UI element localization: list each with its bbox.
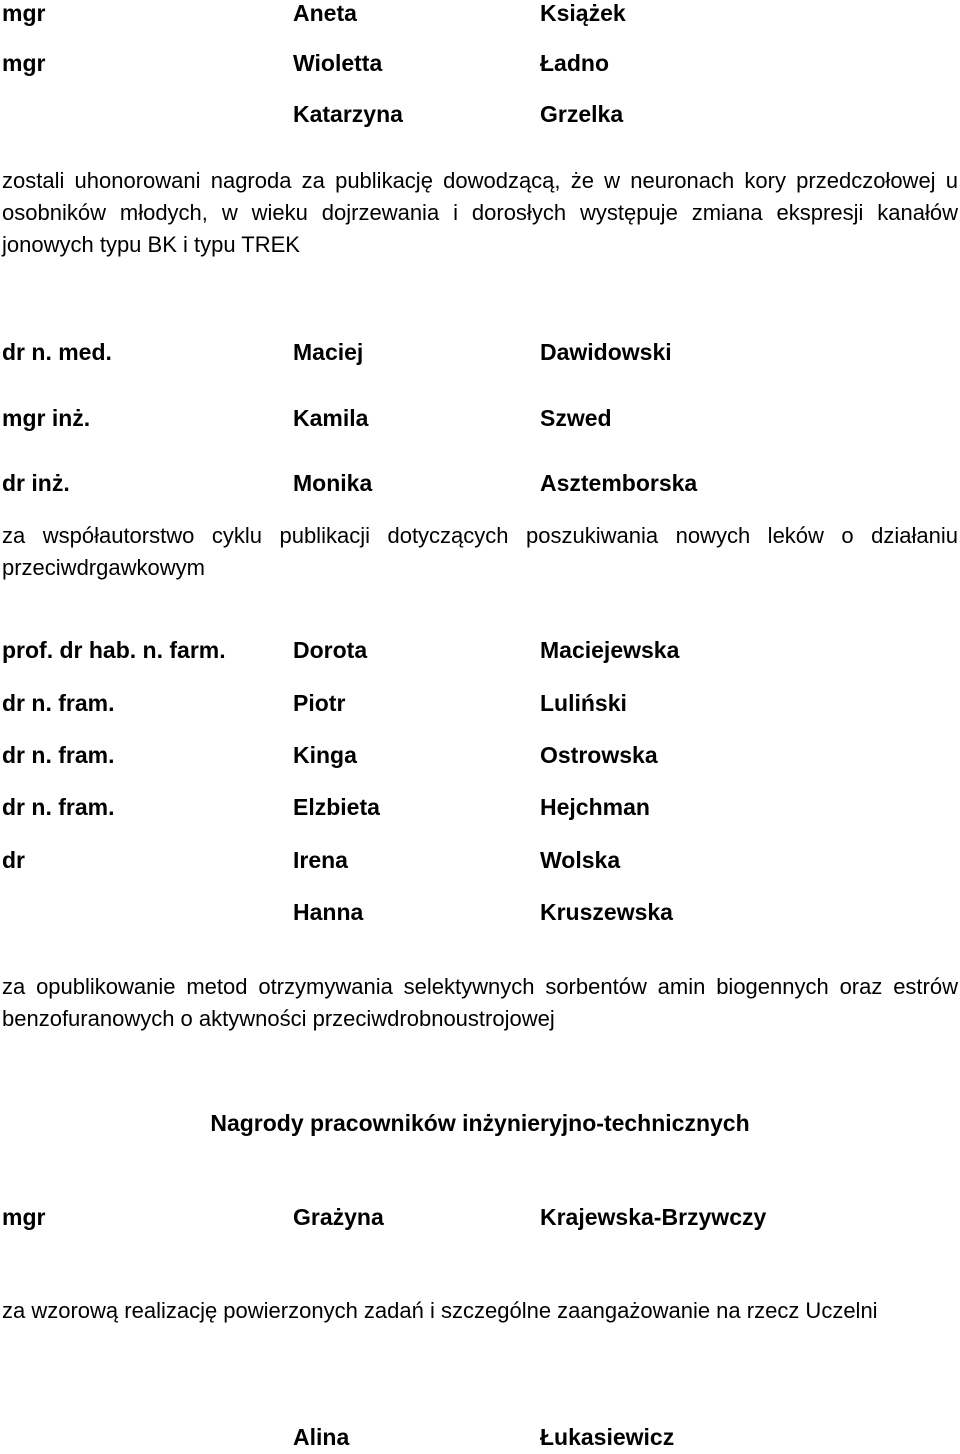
person-last-name: Krajewska-Brzywczy [540,1204,767,1230]
person-row [2,466,960,500]
person-last-name: Hejchman [540,794,650,820]
person-first-name: Alina [293,1424,350,1450]
person-title: dr [2,847,25,873]
person-row [2,633,960,667]
person-first-name: Irena [293,847,348,873]
person-row [2,1200,960,1234]
person-last-name: Dawidowski [540,339,672,365]
person-last-name: Ładno [540,50,609,76]
person-first-name: Monika [293,470,373,496]
person-title: dr n. med. [2,339,112,365]
person-row [2,843,960,877]
person-last-name: Grzelka [540,101,624,127]
person-last-name: Łukasiewicz [540,1424,675,1450]
person-last-name: Ostrowska [540,742,658,768]
section-heading: Nagrody pracowników inżynieryjno-technicznych [210,1110,750,1136]
person-first-name: Grażyna [293,1204,384,1230]
person-row [2,686,960,720]
person-first-name: Katarzyna [293,101,403,127]
person-last-name: Kruszewska [540,899,673,925]
person-first-name: Aneta [293,0,357,26]
person-row [2,790,960,824]
award-description: za wzorową realizację powierzonych zadań i szczególne zaangażowanie na rzecz Uczelni [2,1298,878,1323]
person-title: prof. dr hab. n. farm. [2,637,226,663]
person-last-name: Szwed [540,405,612,431]
person-row [2,335,960,369]
award-description: zostali uhonorowani nagroda za publikację dowodzącą, że w neuronach kory przedczołowej u osobników młodych, w wieku dojrzewania i dorosłych występuje zmiana ekspresji kanałów jonowych typu BK i typu TREK [2,168,958,257]
person-title: dr n. fram. [2,742,115,768]
person-first-name: Hanna [293,899,364,925]
person-title: mgr inż. [2,405,91,431]
person-title: mgr [2,50,46,76]
person-last-name: Wolska [540,847,621,873]
person-title: mgr [2,0,46,26]
award-description: za opublikowanie metod otrzymywania selektywnych sorbentów amin biogennych oraz estrów benzofuranowych o aktywności przeciwdrobnoustrojowej [2,974,958,1031]
person-row [2,1420,960,1454]
person-row [2,738,960,772]
person-title: mgr [2,1204,46,1230]
person-last-name: Książek [540,0,626,26]
person-first-name: Kinga [293,742,357,768]
person-row [2,0,960,30]
person-last-name: Maciejewska [540,637,680,663]
person-last-name: Asztemborska [540,470,698,496]
person-row [2,895,960,929]
person-row [2,97,960,131]
person-first-name: Dorota [293,637,368,663]
person-first-name: Kamila [293,405,369,431]
person-first-name: Elzbieta [293,794,380,820]
person-first-name: Wioletta [293,50,383,76]
person-first-name: Maciej [293,339,364,365]
person-first-name: Piotr [293,690,346,716]
person-last-name: Luliński [540,690,627,716]
person-title: dr inż. [2,470,70,496]
person-title: dr n. fram. [2,794,115,820]
person-title: dr n. fram. [2,690,115,716]
award-description: za współautorstwo cyklu publikacji dotyczących poszukiwania nowych leków o działaniu przeciwdrgawkowym [2,523,958,580]
person-row [2,46,960,80]
person-row [2,401,960,435]
